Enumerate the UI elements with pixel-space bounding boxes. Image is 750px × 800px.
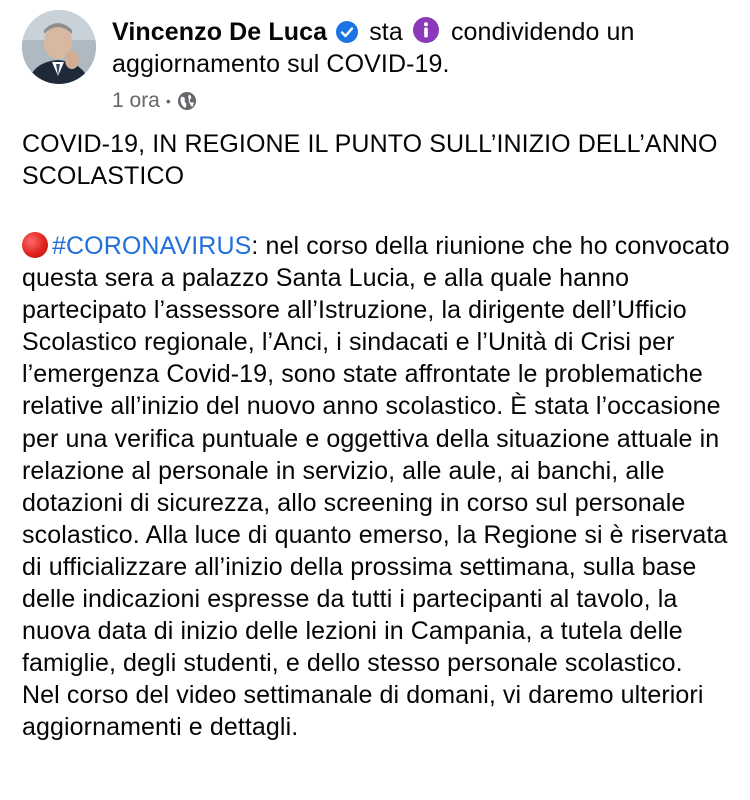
post-title: COVID-19, IN REGIONE IL PUNTO SULL’INIZIO DELL’ANNO SCOLASTICO [22, 130, 718, 190]
author-name[interactable]: Vincenzo De Luca [112, 18, 328, 46]
verified-badge-icon [336, 21, 358, 43]
globe-icon[interactable] [177, 91, 197, 111]
hashtag-link[interactable]: #CORONAVIRUS [52, 232, 252, 260]
post-timestamp[interactable]: 1 ora [112, 89, 160, 112]
meta-separator: • [165, 93, 171, 109]
post-body-text: : nel corso della riunione che ho convocato questa sera a palazzo Santa Lucia, e alla quale hanno partecipato l’assessore all’Istruzione, la dirigente dell’Ufficio Scolastico regionale, l’Anci, i sindacati e l’Unità di Crisi per l’emergenza Covid-19, sono state affrontate le problematiche relative all’inizio del nuovo anno scolastico. È stata l’occasione per una verifica puntuale e oggettiva della situazione attuale in relazione al personale in servizio, alle aule, ai banchi, alle dotazioni di sicurezza, allo screening in corso sul personale scolastico. Alla luce di quanto emerso, la Regione si è riservata di ufficializzare all’inizio della prossima settimana, sulla base delle indicazioni espresse da tutti i partecipanti al tavolo, la nuova data di inizio delle lezioni in Campania, a tutela delle famiglie, degli studenti, e dello stesso personale scolastico. [22, 232, 730, 678]
post-closing-text: Nel corso del video settimanale di domani, vi daremo ulteriori aggiornamenti e dettagli. [22, 681, 704, 742]
red-circle-icon [22, 232, 48, 258]
info-icon[interactable] [412, 16, 440, 44]
action-text-pre: sta [369, 18, 403, 46]
post-body [22, 230, 737, 744]
post-header [112, 16, 732, 80]
avatar[interactable] [22, 10, 96, 84]
post-meta [112, 88, 197, 114]
action-text-post: condividendo un aggiornamento sul COVID-19. [112, 18, 635, 78]
profile-photo [22, 10, 96, 84]
